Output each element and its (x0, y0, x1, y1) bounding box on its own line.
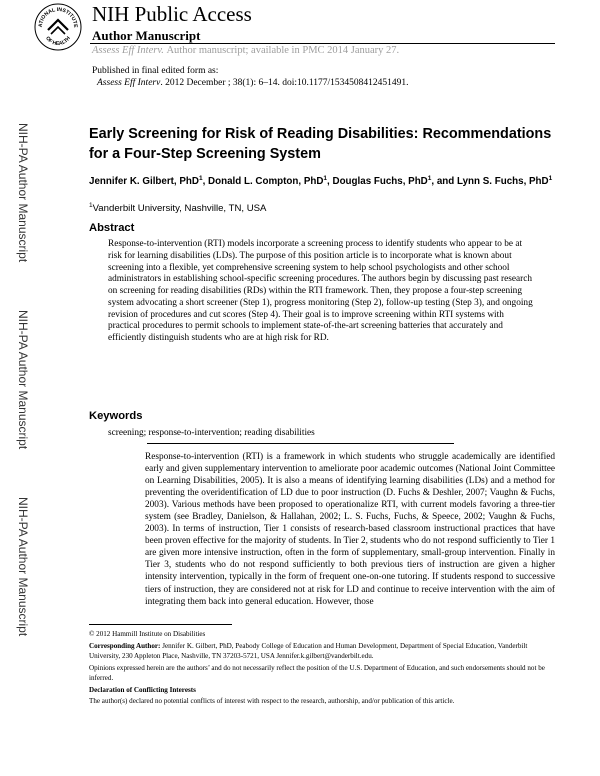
author-name: Douglas Fuchs, PhD (332, 176, 428, 187)
side-label-3: NIH-PA Author Manuscript (16, 497, 30, 637)
copyright-note: © 2012 Hammill Institute on Disabilities (89, 630, 206, 638)
author-name: Lynn S. Fuchs, PhD (456, 176, 549, 187)
author-list: Jennifer K. Gilbert, PhD$^1$, Donald L. Compton, PhD$^1$, Douglas Fuchs, PhD$^1$, and Lynn S. Fuchs, PhD$^1$ (89, 175, 553, 187)
abstract-text: Response-to-intervention (RTI) models incorporate a screening process to identify students who appear to be at risk for learning disabilities (LDs). The purpose of this position article is to incorporate what is known about screening into a flexible, yet comprehensive screening system to help school psychologists and other school administrators in establishing school-specific screening procedures. The authors begin by discussing past research on screening for reading disabilities (RDs) within the RTI framework. Then, they propose a four-step screening system advocating a short screener (Step 1), progress monitoring (Step 2), follow-up testing (Step 3), and ongoing revision of procedures and cut scores (Step 4). Their goal is to improve screening within RTI systems with practical procedures to permit schools to implement state-of-the-art screening batteries that accurately and efficiently distinguish students who are at high risk for RD. (108, 239, 533, 343)
availability-text: Author manuscript; available in PMC 2014 January 27. (166, 45, 400, 56)
svg-text:NATIONAL INSTITUTES (34, 3, 78, 28)
author-name: Jennifer K. Gilbert, PhD (89, 176, 199, 187)
affiliation: $^1$Vanderbilt University, Nashville, TN, USA (89, 202, 267, 214)
citation-details: . 2012 December ; 38(1): 6–14. doi:10.1177/1534508412451491. (160, 78, 409, 88)
author-affil-sup: 1 (548, 175, 553, 182)
availability-journal: Assess Eff Interv. (92, 45, 164, 56)
logo-text-top: ATIONAL INSTITUTE (37, 6, 79, 28)
logo-text-bottom: OF HEALTH (44, 35, 72, 48)
header-subtitle: Author Manuscript (92, 28, 201, 43)
citation-line (97, 77, 409, 89)
header-title: NIH Public Access (92, 2, 252, 26)
conflict-text: The author(s) declared no potential conflicts of interest with respect to the research, authorship, and/or publication of this article. (89, 697, 455, 705)
availability-line (92, 44, 399, 58)
body-paragraph: Response-to-intervention (RTI) is a framework in which students who struggle academically are identified early and given supplementary intervention to ameliorate poor academic outcomes (National Joint Committee on Learning Disabilities, 2005). It is also a means of identifying learning disabilities (LDs) and a method for preventing the overidentification of LD due to poor instruction (D. Fuchs & Deshler, 2007; Vaughn & Fuchs, 2003). Various methods have been proposed to operationalize RTI, with current models favoring a three-tier system (see Bradley, Danielson, & Hallahan, 2002; L. S. Fuchs, Fuchs, & Speece, 2002; Vaughn & Fuchs, 2003). In terms of instruction, Tier 1 consists of research-based classroom instructional practices that have been proven effective for the majority of students. In Tier 2, students who do not respond sufficiently to Tier 1 are given more intensive instruction, often in the form of supplementary, small-group intervention. Finally in Tier 3, students who do not respond sufficiently to both previous tiers of instruction are given a higher intensity intervention, typically in the form of frequent one-on-one tutoring. If students respond to successive tiers of instruction, they are considered not at risk for LD and continue to receive intervention with the aim of integrating them back into general education. However, those (145, 452, 555, 607)
keywords-list: screening; response-to-intervention; reading disabilities (108, 428, 315, 438)
author-affil-sup: 1 (198, 175, 203, 182)
side-label-1: NIH-PA Author Manuscript (16, 123, 30, 263)
side-label-2: NIH-PA Author Manuscript (16, 310, 30, 450)
author-name: Donald L. Compton, PhD (208, 176, 324, 187)
author-affil-sup: 1 (323, 175, 328, 182)
abstract-heading: Abstract (89, 222, 135, 234)
section-divider (147, 443, 454, 444)
corresponding-author-note: Corresponding Author: Jennifer K. Gilbert, PhD, Peabody College of Education and Human Development, Department of Special Education, Vanderbilt University, 230 Appleton Place, Nashville, TN 37203-5721, USA Jennifer.k.gilbert@vanderbilt.edu. (89, 642, 528, 660)
nih-seal-logo (34, 3, 82, 51)
citation-journal: Assess Eff Interv (97, 78, 161, 88)
author-affil-sup: 1 (427, 175, 432, 182)
footnote-rule (89, 624, 232, 625)
article-title: Early Screening for Risk of Reading Disabilities: Recommendations for a Four-Step Screening System (89, 126, 552, 162)
conflict-heading: Declaration of Conflicting Interests (89, 686, 196, 694)
published-in-label: Published in final edited form as: (92, 66, 219, 76)
keywords-heading: Keywords (89, 410, 143, 422)
opinions-note: Opinions expressed herein are the authors’ and do not necessarily reflect the position of the U.S. Department of Education, and such endorsements should not be inferred. (89, 664, 545, 682)
svg-text:OF HEALTH (44, 35, 72, 47)
